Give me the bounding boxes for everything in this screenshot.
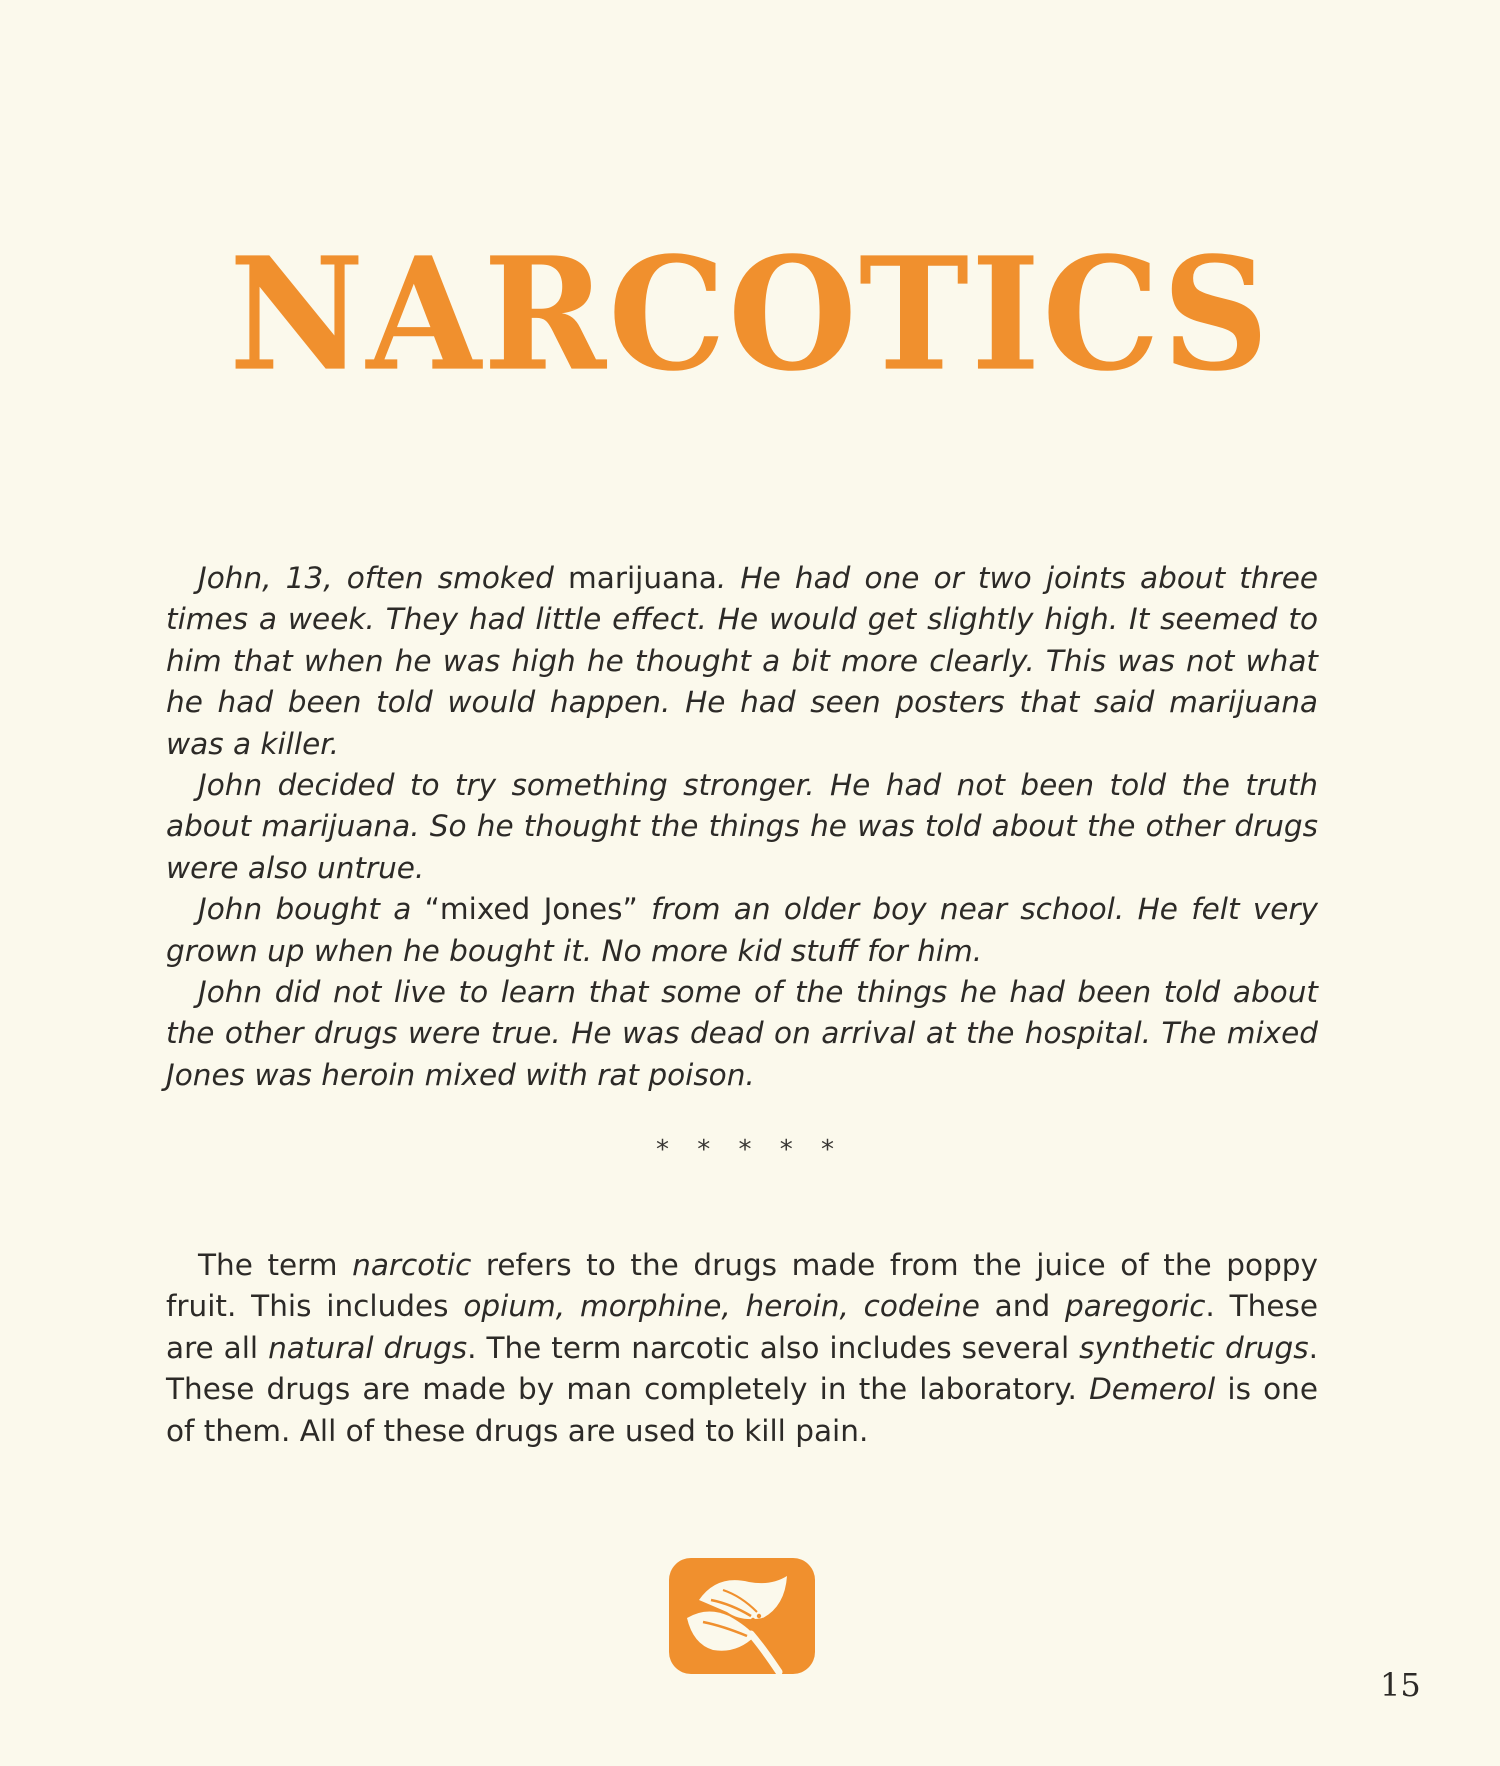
story-paragraph-4 bbox=[166, 972, 1318, 1096]
story-text bbox=[166, 558, 1318, 1096]
text-segment: John did not live to learn that some of the things he had been told about the other drugs were true. He was dead on arrival at the hospital. The mixed Jones was heroin mixed with rat poison. bbox=[166, 975, 1318, 1092]
text-segment: from an older boy near school. He felt very grown up when he bought it. No more kid stuff for him. bbox=[166, 892, 1319, 968]
body-text bbox=[166, 1245, 1318, 1452]
text-segment: . These drugs are made by man completely in the laboratory. bbox=[166, 1330, 1319, 1407]
poppy-flower-icon bbox=[667, 1556, 817, 1676]
text-segment: natural drugs bbox=[268, 1330, 468, 1365]
text-segment: . The term narcotic also includes several bbox=[467, 1330, 1080, 1365]
text-segment: refers to the drugs made from the juice of the poppy fruit. This includes bbox=[166, 1248, 1318, 1324]
text-segment: John decided to try something stronger. He had not been told the truth about marijuana. So he thought the things he was told about the other drugs were also untrue. bbox=[166, 768, 1318, 885]
text-segment: “mixed Jones” bbox=[424, 892, 638, 927]
text-segment: Demerol bbox=[1089, 1372, 1216, 1407]
page-number: 15 bbox=[1380, 1666, 1421, 1704]
story-paragraph-3 bbox=[166, 889, 1318, 972]
text-segment: marijuana bbox=[568, 561, 717, 595]
text-segment: John, 13, often smoked bbox=[198, 561, 568, 595]
text-segment: is one of them. All of these drugs are used to kill pain. bbox=[166, 1372, 1318, 1448]
story-paragraph-1 bbox=[166, 558, 1318, 765]
story-paragraph-2 bbox=[166, 765, 1318, 889]
text-segment: The term bbox=[198, 1248, 353, 1282]
text-segment: John bought a bbox=[198, 892, 425, 927]
text-segment: paregoric bbox=[1065, 1289, 1206, 1324]
text-segment: narcotic bbox=[352, 1248, 472, 1282]
body-paragraph bbox=[166, 1245, 1318, 1452]
text-segment: . These are all bbox=[166, 1289, 1319, 1365]
text-segment: . He had one or two joints about three times a week. They had little effect. He would get slightly high. It seemed to him that when he was high he thought a bit more clearly. This was not what he had been told would happen. He had seen posters that said marijuana was a killer. bbox=[166, 561, 1318, 761]
text-segment: synthetic drugs bbox=[1079, 1330, 1309, 1365]
text-segment: opium, morphine, heroin, codeine bbox=[463, 1289, 980, 1324]
page-title: NARCOTICS bbox=[229, 222, 1271, 406]
section-separator: * * * * * bbox=[655, 1135, 845, 1165]
text-segment: and bbox=[979, 1289, 1066, 1324]
